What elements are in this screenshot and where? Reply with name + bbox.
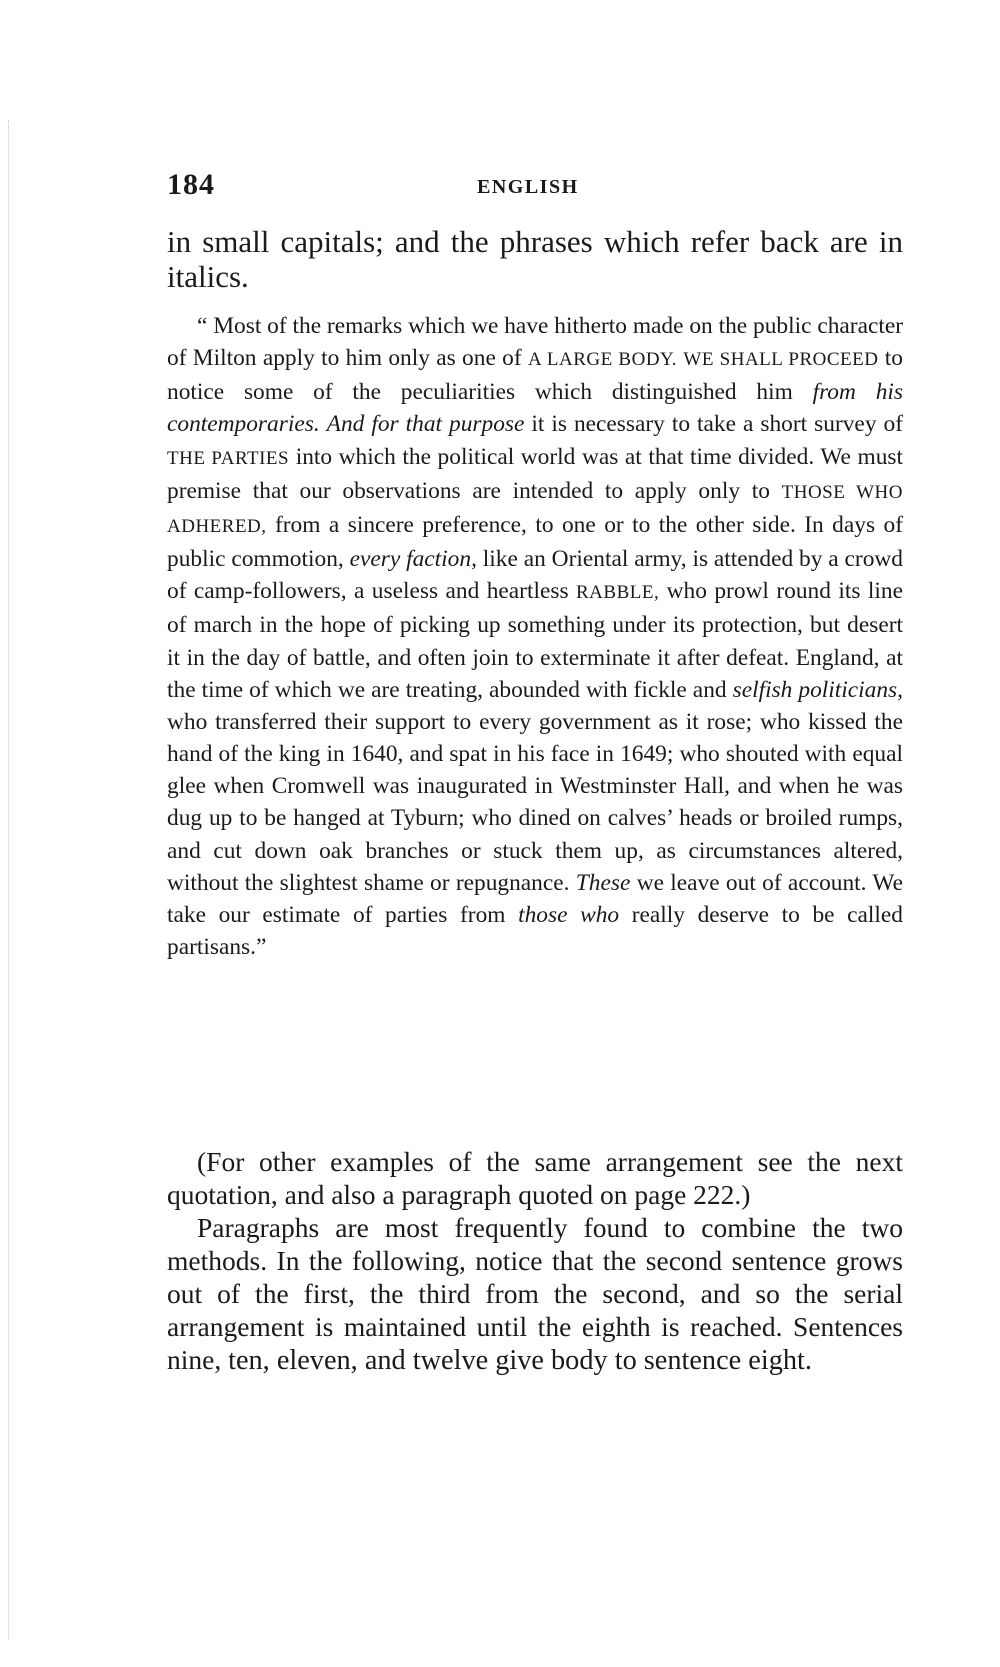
lead-paragraph: in small capitals; and the phrases which refer back are in italics. — [167, 224, 903, 294]
quote-text: “ Most of the remarks which we have hitherto made on the public character of Milton apply to him only as one of — [167, 313, 904, 372]
italic-phrase: selfish politicians, — [732, 676, 903, 703]
block-quotation — [167, 310, 903, 963]
small-caps-phrase: THOSE WHO ADHERED, — [167, 481, 903, 537]
small-caps-phrase: A LARGE BODY. — [527, 349, 678, 371]
quote-text: from a sincere preference, to one or to the other side. In days of public commotion, — [167, 511, 903, 573]
quote-text: into which the political world was at that time divided. We must premise that our observations are intended to apply only to — [167, 443, 903, 504]
lead-text — [167, 224, 903, 294]
italic-phrase: from his contemporaries. — [167, 379, 903, 438]
quote-paragraph — [167, 310, 903, 963]
quote-text: to notice some of the peculiarities which distinguished him — [167, 345, 903, 406]
small-caps-phrase: RABBLE, — [576, 582, 660, 604]
paragraph-examples: (For other examples of the same arrangement see the next quotation, and also a paragraph quoted on page 222.) — [167, 1146, 903, 1210]
small-caps-phrase: THE PARTIES — [167, 447, 290, 469]
paragraph-text: Paragraphs are most frequently found to combine the two methods. In the following, notice that the second sentence grows out of the first, the third from the second, and so the serial arrangement is maintained until the eighth is reached. Sentences nine, — [167, 1212, 903, 1375]
quote-text: it is necessary to take a short survey of — [524, 411, 903, 438]
paragraph-combined-methods — [167, 1211, 903, 1377]
body-text — [167, 1145, 903, 1377]
quote-text: really deserve to be called partisans.” — [167, 901, 903, 960]
quote-text: who prowl round its line of march in the hope of picking up something under its protection, but desert it in the day of battle, and often join to exterminate it after defeat. England, at the time of which we are treating, abounded with fickle and — [167, 578, 903, 703]
italic-phrase: These — [575, 869, 631, 896]
small-caps-phrase: WE SHALL PROCEED — [683, 349, 879, 371]
quote-text: like an Oriental army, is attended by a crowd of camp-followers, a useless and heartless — [167, 546, 903, 605]
page-number: 184 — [167, 168, 215, 201]
running-title: ENGLISH — [477, 176, 579, 198]
quote-text: who transferred their support to every government as it rose; who kissed the hand of the king in 1640, and spat in his face in 1649; who shouted with equal glee when Cromwell was inaugurated in Westminster Hall, and when he was dug up to be hanged at Tyburn; who dined on calves’ heads or broiled rumps, and cut down oak branches or stuck them up, as circumstances altered, without the slightest shame or repugnance. — [167, 708, 903, 896]
italic-phrase: every faction, — [349, 546, 477, 573]
final-line: ten, eleven, and twelve give body to sentence eight. — [228, 1345, 812, 1376]
page-header — [167, 168, 902, 204]
italic-phrase: And for that purpose — [326, 411, 525, 438]
italic-phrase: those who — [518, 901, 620, 928]
quote-text — [320, 411, 327, 437]
page-edge-dots — [8, 120, 11, 1640]
quote-text: we leave out of account. We take our estimate of parties from — [167, 869, 903, 928]
